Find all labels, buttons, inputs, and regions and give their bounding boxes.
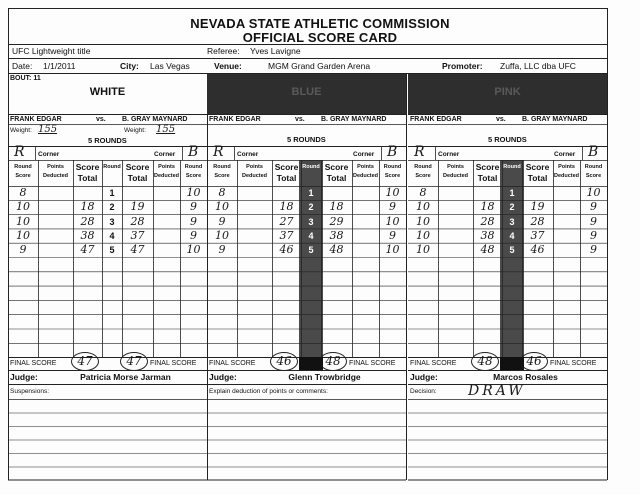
round-number: 2 — [109, 202, 115, 213]
fighter-a-round-score: 8 — [19, 186, 27, 199]
final-score-label-b: FINAL SCORE — [550, 360, 597, 367]
fighter-b-running-total: 48 — [329, 243, 344, 257]
fighter-a-round-score: 10 — [416, 200, 430, 214]
round-number: 3 — [109, 216, 115, 227]
fighter-a-running-total: 38 — [480, 228, 495, 242]
column-heading-round: Round — [103, 164, 121, 170]
fighter-a-running-total: 38 — [80, 228, 95, 242]
fighter-b-round-score: 9 — [190, 228, 197, 242]
fighter-b-running-total: 47 — [130, 243, 145, 257]
fighter-b-running-total: 28 — [530, 214, 545, 228]
column-heading-round: Round — [414, 164, 432, 170]
corner-a-label: Corner — [38, 151, 60, 158]
round-number: 2 — [308, 202, 314, 213]
weight-a-value: 155 — [38, 124, 58, 135]
column-heading-deducted: Deducted — [241, 173, 268, 179]
round-number: 1 — [509, 188, 515, 198]
round-number: 1 — [308, 188, 314, 198]
column-heading-points: Points — [447, 164, 464, 170]
fighter-b-round-score: 9 — [590, 243, 597, 257]
fighter-b-name: B. GRAY MAYNARD — [321, 116, 387, 123]
fighter-a-name: FRANK EDGAR — [10, 116, 62, 123]
fighter-b-round-score: 10 — [186, 186, 201, 199]
city-label: City: — [120, 61, 139, 71]
corner-b-letter: B — [188, 144, 199, 160]
fighter-a-round-score: 10 — [416, 243, 430, 257]
column-heading-round: Round — [383, 164, 402, 170]
fighter-b-name: B. GRAY MAYNARD — [522, 116, 588, 123]
weight-a-label: Weight: — [10, 127, 32, 134]
column-heading-deducted: Deducted — [42, 173, 69, 179]
vs-label: vs. — [496, 116, 506, 123]
fighter-b-running-total: 19 — [530, 200, 545, 214]
fighter-b-round-score: 9 — [190, 214, 197, 228]
rounds-label: 5 ROUNDS — [287, 135, 326, 144]
round-number: 3 — [308, 216, 314, 227]
column-heading-round: Round — [302, 164, 320, 170]
weight-b-label: Weight: — [124, 127, 146, 134]
round-number: 1 — [109, 188, 115, 198]
column-heading-score: Score — [15, 173, 31, 179]
fighter-b-running-total: 37 — [130, 228, 145, 242]
referee-label: Referee: — [207, 46, 240, 56]
fighter-b-name: B. GRAY MAYNARD — [122, 116, 188, 123]
column-heading-points: Points — [47, 164, 64, 170]
bout-number: BOUT: 11 — [10, 75, 41, 82]
final-score-b: 48 — [319, 352, 347, 371]
final-score-label-a: FINAL SCORE — [10, 360, 57, 367]
fighter-a-running-total: 46 — [279, 243, 294, 257]
fighter-a-round-score: 8 — [218, 186, 226, 199]
final-score-label-b: FINAL SCORE — [349, 360, 396, 367]
fighter-b-round-score: 9 — [190, 200, 197, 214]
column-heading-score: Score — [185, 173, 202, 179]
final-round-shade — [299, 357, 323, 370]
fighter-a-round-score: 10 — [416, 214, 430, 228]
corner-a-label: Corner — [237, 151, 259, 158]
final-score-a: 48 — [471, 352, 499, 371]
fighter-a-round-score: 10 — [215, 200, 229, 214]
column-heading-round: Round — [14, 164, 32, 170]
date-value: 1/1/2011 — [43, 61, 76, 71]
panel-color-label: PINK — [494, 86, 521, 98]
fighter-a-round-score: 10 — [16, 214, 30, 228]
fighter-b-round-score: 10 — [586, 186, 601, 199]
promoter-label: Promoter: — [442, 61, 483, 71]
final-score-b: 46 — [520, 352, 548, 371]
commission-title: NEVADA STATE ATHLETIC COMMISSION — [190, 16, 450, 31]
fighter-b-running-total: 38 — [329, 228, 344, 242]
corner-a-letter: R — [213, 144, 224, 160]
round-number: 3 — [509, 216, 515, 227]
fighter-a-running-total: 28 — [80, 214, 95, 228]
column-heading-score: Score — [525, 162, 550, 172]
column-heading-total: Total — [77, 173, 98, 183]
final-score-label-a: FINAL SCORE — [209, 360, 256, 367]
bottom-field-label: Decision: — [410, 388, 437, 395]
round-number: 4 — [308, 230, 314, 241]
fighter-a-running-total: 47 — [80, 243, 95, 257]
city-value: Las Vegas — [150, 61, 190, 71]
panel-color-label: BLUE — [291, 86, 322, 98]
judge-name: Patricia Morse Jarman — [80, 372, 171, 382]
corner-b-letter: B — [588, 144, 599, 160]
final-score-b: 47 — [120, 352, 148, 371]
column-heading-score: Score — [125, 162, 150, 172]
corner-b-letter: B — [387, 144, 398, 160]
panel-color-label: WHITE — [89, 86, 126, 98]
column-heading-total: Total — [477, 173, 498, 183]
column-heading-score: Score — [415, 173, 431, 179]
final-score-a: 46 — [270, 352, 298, 371]
fighter-a-running-total: 18 — [480, 200, 495, 214]
fighter-a-running-total: 37 — [279, 228, 294, 242]
fighter-b-running-total: 46 — [530, 243, 545, 257]
column-heading-points: Points — [558, 164, 575, 170]
weight-b-value: 155 — [156, 124, 176, 135]
fighter-b-round-score: 10 — [186, 243, 201, 257]
bottom-field-label: Explain deduction of points or comments: — [209, 388, 328, 395]
judge-label: Judge: — [10, 372, 38, 382]
column-heading-score: Score — [75, 162, 100, 172]
column-heading-round: Round — [184, 164, 203, 170]
column-heading-total: Total — [326, 173, 347, 183]
fighter-a-name: FRANK EDGAR — [209, 116, 261, 123]
column-heading-points: Points — [357, 164, 374, 170]
column-heading-score: Score — [585, 173, 602, 179]
fighter-b-round-score: 10 — [385, 243, 400, 257]
column-heading-deducted: Deducted — [442, 173, 469, 179]
fighter-a-round-score: 9 — [19, 243, 27, 257]
column-heading-score: Score — [214, 173, 230, 179]
column-heading-score: Score — [384, 173, 401, 179]
column-heading-deducted: Deducted — [153, 173, 180, 179]
corner-a-label: Corner — [438, 151, 460, 158]
fighter-a-round-score: 8 — [419, 186, 427, 199]
fighter-b-round-score: 9 — [389, 228, 396, 242]
promoter-value: Zuffa, LLC dba UFC — [500, 61, 576, 71]
round-number: 5 — [109, 245, 115, 256]
fighter-b-running-total: 37 — [530, 228, 545, 242]
fighter-b-round-score: 9 — [590, 228, 597, 242]
column-heading-score: Score — [324, 162, 349, 172]
rounds-label: 5 ROUNDS — [488, 135, 527, 144]
corner-b-label: Corner — [353, 151, 375, 158]
date-label: Date: — [12, 61, 33, 71]
judge-label: Judge: — [410, 372, 438, 382]
fighter-a-round-score: 10 — [416, 228, 430, 242]
column-heading-round: Round — [213, 164, 231, 170]
judge-name: Glenn Trowbridge — [288, 372, 361, 382]
fighter-b-round-score: 9 — [590, 200, 597, 214]
fighter-b-running-total: 18 — [329, 200, 344, 214]
corner-a-letter: R — [414, 144, 425, 160]
event-name: UFC Lightweight title — [12, 46, 91, 56]
column-heading-deducted: Deducted — [553, 173, 580, 179]
fighter-b-round-score: 10 — [385, 186, 400, 199]
fighter-a-round-score: 9 — [218, 243, 226, 257]
fighter-a-running-total: 18 — [279, 200, 294, 214]
fighter-b-round-score: 10 — [385, 214, 400, 228]
decision-value: DRAW — [468, 383, 526, 399]
final-score-label-a: FINAL SCORE — [410, 360, 457, 367]
column-heading-score: Score — [274, 162, 299, 172]
bottom-field-label: Suspensions: — [10, 388, 50, 395]
fighter-a-running-total: 28 — [480, 214, 495, 228]
fighter-a-running-total: 48 — [480, 243, 495, 257]
column-heading-score: Score — [475, 162, 500, 172]
column-heading-round: Round — [503, 164, 521, 170]
fighter-a-running-total: 27 — [279, 214, 294, 228]
round-number: 5 — [509, 245, 515, 256]
column-heading-total: Total — [276, 173, 297, 183]
fighter-a-round-score: 10 — [16, 228, 30, 242]
round-number: 2 — [509, 202, 515, 213]
fighter-a-round-score: 9 — [218, 214, 226, 228]
round-number: 5 — [308, 245, 314, 256]
column-heading-total: Total — [527, 173, 548, 183]
fighter-b-running-total: 29 — [329, 214, 344, 228]
fighter-b-running-total: 28 — [130, 214, 145, 228]
fighter-a-running-total: 18 — [80, 200, 95, 214]
card-title: OFFICIAL SCORE CARD — [242, 30, 398, 45]
corner-b-label: Corner — [154, 151, 176, 158]
referee-name: Yves Lavigne — [250, 46, 301, 56]
fighter-a-round-score: 10 — [16, 200, 30, 214]
fighter-a-name: FRANK EDGAR — [410, 116, 462, 123]
final-score-a: 47 — [71, 352, 99, 371]
final-score-label-b: FINAL SCORE — [150, 360, 197, 367]
rounds-label: 5 ROUNDS — [88, 136, 127, 145]
column-heading-points: Points — [158, 164, 175, 170]
fighter-b-running-total: 19 — [130, 200, 145, 214]
fighter-b-round-score: 9 — [389, 200, 396, 214]
round-number: 4 — [109, 230, 115, 241]
vs-label: vs. — [295, 116, 305, 123]
column-heading-points: Points — [246, 164, 263, 170]
round-number: 4 — [509, 230, 515, 241]
column-heading-total: Total — [127, 173, 148, 183]
corner-b-label: Corner — [554, 151, 576, 158]
column-heading-round: Round — [584, 164, 603, 170]
judge-name: Marcos Rosales — [493, 372, 558, 382]
venue-label: Venue: — [214, 61, 242, 71]
final-round-shade — [500, 357, 524, 370]
venue-value: MGM Grand Garden Arena — [268, 61, 371, 71]
vs-label: vs. — [96, 116, 106, 123]
fighter-b-round-score: 9 — [590, 214, 597, 228]
fighter-a-round-score: 10 — [215, 228, 229, 242]
judge-label: Judge: — [209, 372, 237, 382]
corner-a-letter: R — [14, 144, 25, 160]
column-heading-deducted: Deducted — [352, 173, 379, 179]
